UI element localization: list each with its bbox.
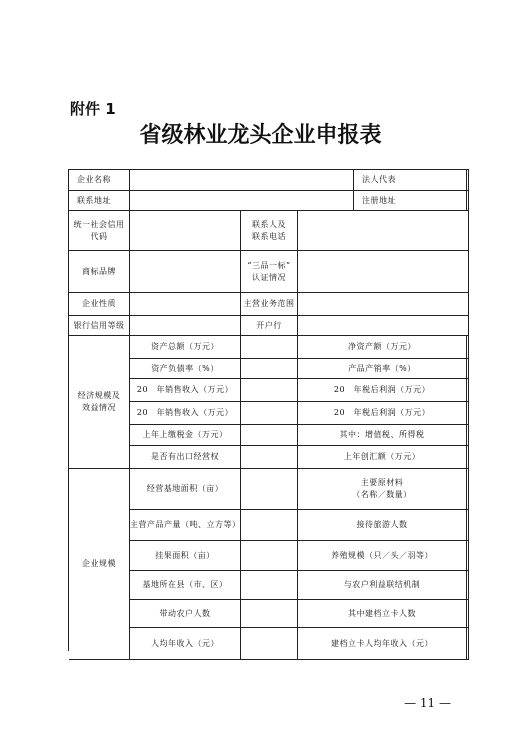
- field-sales-income-2[interactable]: [241, 402, 298, 425]
- label-sales-income-2: 20 年销售收入（万元）: [130, 402, 241, 425]
- field-net-assets[interactable]: [467, 336, 469, 359]
- label-profit-2: 20 年税后利润（万元）: [298, 402, 467, 425]
- label-orchard-area: 挂果面积（亩）: [130, 541, 241, 571]
- label-tax-types: 其中：增值税、所得税: [298, 425, 467, 446]
- label-linkage: 与农户利益联结机制: [298, 571, 467, 600]
- field-sales-income-1[interactable]: [241, 379, 298, 402]
- field-export[interactable]: [241, 446, 298, 469]
- label-raw-materials: 主要原材料 （名称／数量）: [298, 469, 467, 510]
- label-tax-paid: 上年上缴税金（万元）: [130, 425, 241, 446]
- label-tourists: 接待旅游人数: [298, 510, 467, 541]
- field-profit-2[interactable]: [467, 402, 469, 425]
- label-base-county: 基地所在县（市、区）: [130, 571, 241, 600]
- field-certification[interactable]: [298, 251, 469, 293]
- label-contact: 联系人及 联系电话: [241, 211, 298, 251]
- field-forex[interactable]: [467, 446, 469, 469]
- label-bank: 开户行: [241, 316, 298, 336]
- label-certification: “三品一标” 认证情况: [241, 251, 298, 293]
- field-bank[interactable]: [298, 316, 469, 336]
- field-tax-types[interactable]: [467, 425, 469, 446]
- label-debt-ratio: 资产负债率（%）: [130, 359, 241, 379]
- page-number: — 11 —: [404, 696, 451, 710]
- label-enterprise-name: 企业名称: [69, 170, 130, 191]
- field-tax-paid[interactable]: [241, 425, 298, 446]
- label-net-assets: 净资产额（万元）: [298, 336, 467, 359]
- label-per-capita-income: 人均年收入（元）: [130, 628, 241, 660]
- label-credit-rating: 银行信用等级: [69, 316, 130, 336]
- field-address[interactable]: [130, 191, 354, 211]
- label-sales-income-1: 20 年销售收入（万元）: [130, 379, 241, 402]
- label-registered-households: 其中建档立卡人数: [298, 600, 467, 628]
- label-legal-rep: 法人代表: [354, 170, 467, 191]
- section-economic: 经济规模及 效益情况: [69, 336, 130, 469]
- field-debt-ratio[interactable]: [241, 359, 298, 379]
- label-reg-address: 注册地址: [354, 191, 467, 211]
- attachment-label: 附件 1: [70, 100, 116, 118]
- label-credit-code: 统一社会信用 代码: [69, 211, 130, 251]
- field-breeding-scale[interactable]: [467, 541, 469, 571]
- field-legal-rep[interactable]: [467, 170, 469, 191]
- label-breeding-scale: 养殖规模（只／头／羽等）: [298, 541, 467, 571]
- label-sales-rate: 产品产销率（%）: [298, 359, 467, 379]
- field-registered-households[interactable]: [467, 600, 469, 628]
- label-business-scope: 主营业务范围: [241, 293, 298, 316]
- label-farmers-driven: 带动农户人数: [130, 600, 241, 628]
- field-per-capita-income[interactable]: [241, 628, 298, 660]
- field-tourists[interactable]: [467, 510, 469, 541]
- form-title: 省级林业龙头企业申报表: [139, 123, 382, 148]
- field-credit-code[interactable]: [130, 211, 241, 251]
- field-brand[interactable]: [130, 251, 241, 293]
- field-business-scope[interactable]: [298, 293, 469, 316]
- field-enterprise-name[interactable]: [130, 170, 354, 191]
- field-base-area[interactable]: [241, 469, 298, 510]
- application-form-table: [68, 169, 469, 651]
- label-forex: 上年创汇额（万元）: [298, 446, 467, 469]
- label-nature: 企业性质: [69, 293, 130, 316]
- field-total-assets[interactable]: [241, 336, 298, 359]
- field-product-output[interactable]: [241, 510, 298, 541]
- label-base-area: 经营基地面积（亩）: [130, 469, 241, 510]
- field-contact[interactable]: [298, 211, 469, 251]
- label-total-assets: 资产总额（万元）: [130, 336, 241, 359]
- label-address: 联系地址: [69, 191, 130, 211]
- field-linkage[interactable]: [467, 571, 469, 600]
- field-base-county[interactable]: [241, 571, 298, 600]
- field-credit-rating[interactable]: [130, 316, 241, 336]
- field-reg-address[interactable]: [467, 191, 469, 211]
- field-profit-1[interactable]: [467, 379, 469, 402]
- field-farmers-driven[interactable]: [241, 600, 298, 628]
- field-registered-income[interactable]: [467, 628, 469, 660]
- field-raw-materials[interactable]: [467, 469, 469, 510]
- field-orchard-area[interactable]: [241, 541, 298, 571]
- label-brand: 商标品牌: [69, 251, 130, 293]
- field-nature[interactable]: [130, 293, 241, 316]
- field-sales-rate[interactable]: [467, 359, 469, 379]
- label-export: 是否有出口经营权: [130, 446, 241, 469]
- section-scale: 企业规模: [69, 469, 130, 660]
- label-registered-income: 建档立卡人均年收入（元）: [298, 628, 467, 660]
- label-product-output: 主营产品产量（吨、立方等）: [130, 510, 241, 541]
- label-profit-1: 20 年税后利润（万元）: [298, 379, 467, 402]
